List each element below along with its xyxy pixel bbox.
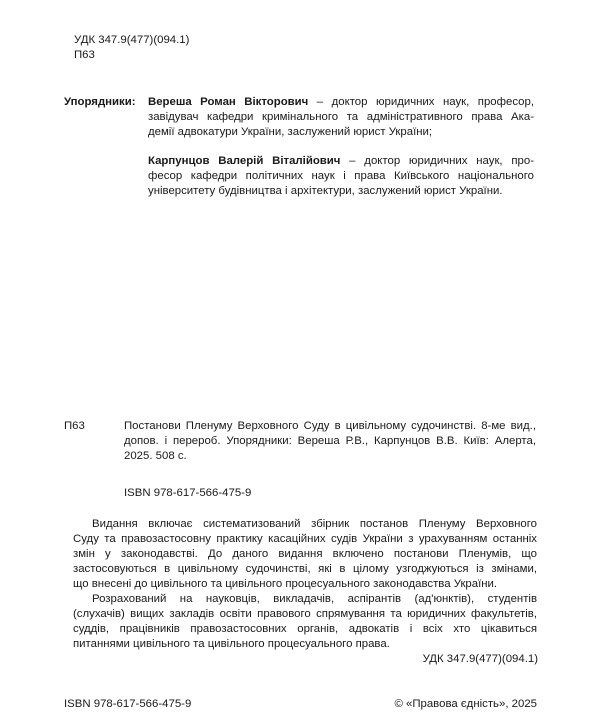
compilers-label: Упорядники: [64,96,136,108]
index-code-top: П63 [74,49,95,61]
isbn-footer: ISBN 978-617-566-475-9 [64,698,192,710]
isbn-main: ISBN 978-617-566-475-9 [124,487,252,499]
annotation-line-8: суддів, працівників правозастосовних органів, адвокатів і всіх хто цікавиться [73,623,537,635]
compiler-1 [148,95,534,140]
compiler-1-name: Вереша Роман Вікторович [148,96,309,108]
annotation-line-2: Суду та правозастосовну практику касаційних судів України з урахуванням останніх [73,533,537,545]
index-code: П63 [64,420,85,432]
annotation-line-9: питаннями цивільного та цивільного процесуального права. [73,638,390,650]
annotation-line-5: що внесені до цивільного та цивільного процесуального законодавства України. [73,578,498,590]
bibliographic-description [124,419,536,464]
copyright: © «Правова єдність», 2025 [394,698,537,710]
udc-header [74,33,189,63]
bib-line-1: Постанови Пленуму Верховного Суду в цивільному судочинстві. 8-ме вид., [124,420,536,432]
compiler-1-line-3: демії адвокатури України, заслужений юрист України; [148,126,433,138]
compiler-2-name: Карпунцов Валерій Віталійович [148,155,341,167]
annotation-line-1: Видання включає систематизований збірник постанов Пленуму Верховного [92,518,537,530]
compiler-2-line-2: фесор кафедри політичних наук і права Київського національного [148,170,534,182]
annotation-line-6: Розрахований на науковців, викладачів, аспірантів (ад'юнктів), студентів [92,593,537,605]
compiler-2-line-3: університету будівництва і архітектури, заслужений юрист України. [148,185,503,197]
udc-footer: УДК 347.9(477)(094.1) [422,653,538,665]
compiler-1-line-1: – доктор юридичних наук, професор, [308,96,535,108]
compiler-1-line-2: завідувач кафедри кримінального та адміністративного права Ака- [148,111,534,123]
compiler-2 [148,154,534,199]
annotation-line-7: (слухачів) вищих закладів освіти правового спрямування та юридичних факультетів, [73,608,537,620]
bib-line-3: 2025. 508 с. [124,450,187,462]
annotation-line-3: змін у законодавстві. До даного видання включено постанови Пленумів, що [73,548,537,560]
udc-code: УДК 347.9(477)(094.1) [74,34,190,46]
annotation-line-4: застосовуються в цивільному судочинстві, які в цілому узгоджуються із змінами, [73,563,537,575]
compiler-2-line-1: – доктор юридичних наук, про- [340,155,535,167]
annotation [73,517,537,652]
bib-line-2: допов. і перероб. Упорядники: Вереша Р.В., Карпунцов В.В. Київ: Алерта, [124,435,536,447]
